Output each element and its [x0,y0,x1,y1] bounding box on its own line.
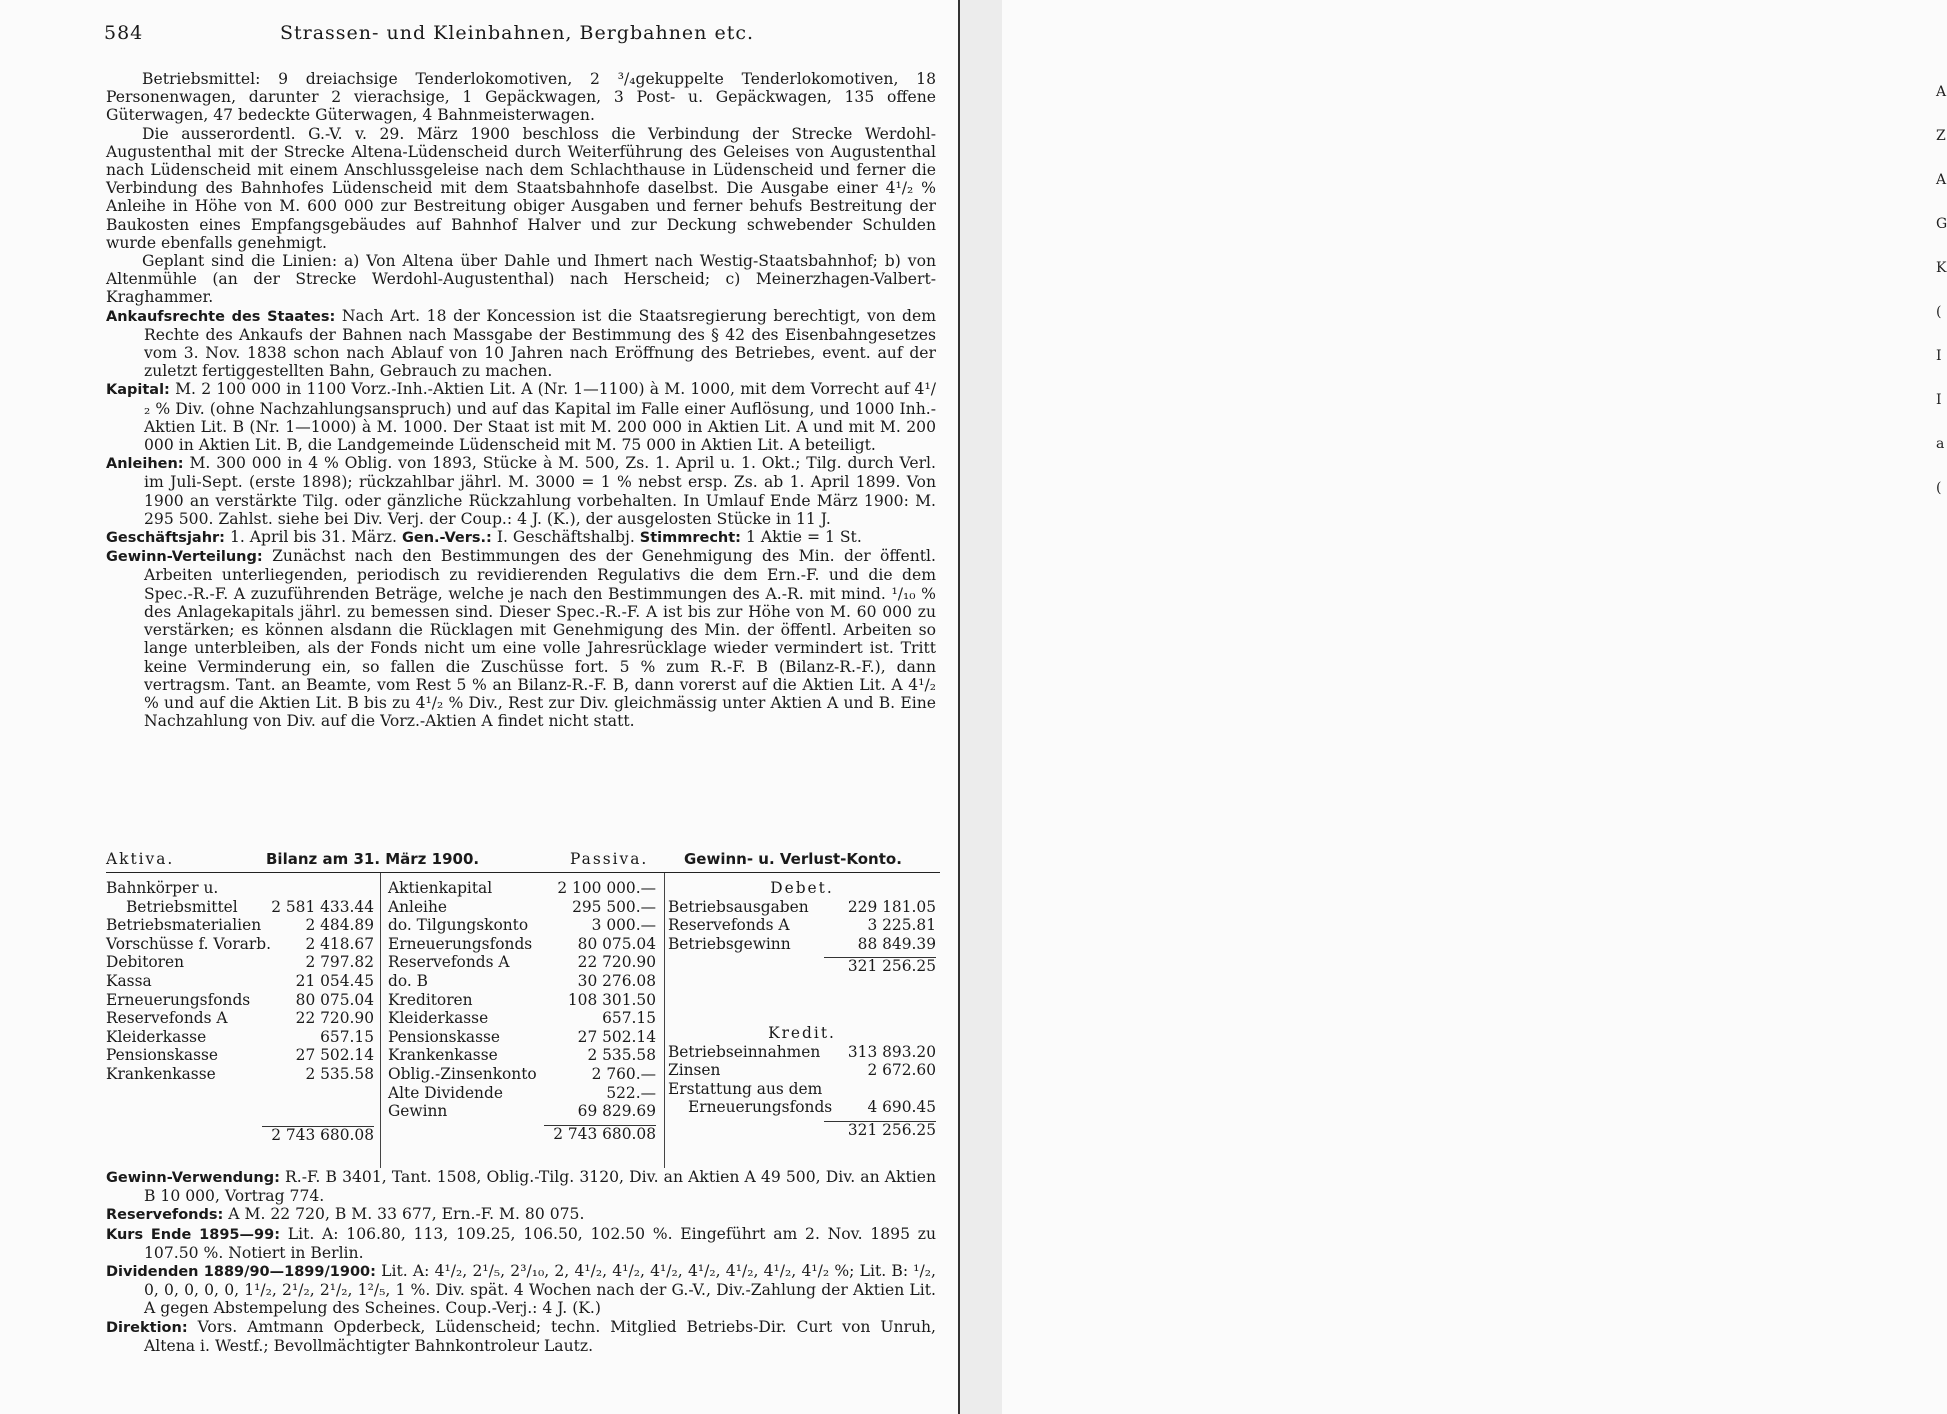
passiva-row-label: do. Tilgungskonto [388,916,529,935]
aktiva-row-label: Krankenkasse [106,1064,216,1083]
margin-fragment: K [1936,260,1947,276]
kredit-row [668,1043,936,1062]
margin-fragment: I [1936,392,1942,408]
passiva-row [388,1084,656,1103]
section-geschaeftsjahr [106,528,936,547]
margin-fragment: G [1936,216,1947,232]
kredit-row-label: Erneuerungsfonds [688,1098,833,1117]
label-kurs: Kurs Ende 1895—99: [106,1226,281,1243]
aktiva-row-label: Debitoren [106,953,185,972]
passiva-total [388,1125,656,1144]
text-gewinn-verwendung: R.-F. B 3401, Tant. 1508, Oblig.-Tilg. 3120, Div. an Aktien A 49 500, Div. an Aktien B 10 000, Vortrag 774. [144,1168,936,1206]
text-geschaeftsjahr: 1. April bis 31. März. [229,528,397,547]
passiva-row-value: 108 301.50 [567,990,656,1009]
aktiva-row-value: 21 054.45 [295,971,374,990]
main-text [106,70,936,730]
passiva-row [388,991,656,1010]
aktiva-row-value: 657.15 [320,1027,374,1046]
text-gewinn-verteilung: Zunächst nach den Bestimmungen des der Genehmigung des Min. der öffentl. Arbeiten unterliegenden, periodisch zu revidierenden Regulativs die dem Ern.-F. und die dem Spec.-R.-F. A zuzuführenden Beträge, welche je nach den Bestimmungen des A.-R. mit mind. ¹/₁₀ % des Anlagekapitals jährl. zu bemessen sind. Dieser Spec.-R.-F. A ist bis zur Höhe von M. 60 000 zu verstärken; es können alsdann die Rücklagen mit Genehmigung des Min. der öffentl. Arbeiten so lange unterbleiben, als der Fonds nicht um eine volle Jahresrücklage wieder vermindert ist. Tritt keine Verminderung ein, so fallen die Zuschüsse fort. 5 % zum R.-F. B (Bilanz-R.-F.), dann vertragsm. Tant. an Beamte, vom Rest 5 % an Bilanz-R.-F. B, dann vorerst auf die Aktien Lit. A 4¹/₂ % und auf die Aktien Lit. B bis zu 4¹/₂ % Div., Rest zur Div. gleichmässig unter Aktien A und B. Eine Nachzahlung von Div. auf die Vorz.-Aktien A findet nicht statt. [144,547,936,731]
passiva-label: Passiva. [570,850,649,868]
aktiva-row-value: 2 581 433.44 [271,897,374,916]
debet-row-value: 3 225.81 [867,916,936,935]
label-geschaeftsjahr: Geschäftsjahr: [106,530,225,547]
aktiva-row [106,1065,374,1084]
margin-fragment: ( [1936,480,1942,496]
text-kapital: M. 2 100 000 in 1100 Vorz.-Inh.-Aktien Lit. A (Nr. 1—1100) à M. 1000, mit dem Vorrecht auf 4¹/₂ % Div. (ohne Nachzahlungsanspruch) und auf das Kapital im Falle einer Auflösung, und 1000 Inh.-Aktien Lit. B (Nr. 1—1000) à M. 1000. Der Staat ist mit M. 200 000 in Aktien Lit. A und mit M. 200 000 in Aktien Lit. B, die Landgemeinde Lüdenscheid mit M. 75 000 in Aktien Lit. A beteiligt. [144,380,936,455]
label-stimmrecht: Stimmrecht: [639,530,741,547]
passiva-column [388,879,656,1143]
debet-label: Debet. [770,879,834,897]
kredit-row-label: Zinsen [668,1061,721,1080]
passiva-row [388,972,656,991]
aktiva-row-value: 27 502.14 [295,1046,374,1065]
kredit-row-label: Betriebseinnahmen [668,1042,821,1061]
section-anleihen [106,454,936,528]
section-gewinn-verteilung [106,547,936,730]
page-header [104,22,930,52]
debet-row [668,898,936,917]
aktiva-row [106,935,374,954]
passiva-row-value: 69 829.69 [577,1102,656,1121]
aktiva-row-label: Vorschüsse f. Vorarb. [106,934,271,953]
label-gewinn-verwendung: Gewinn-Verwendung: [106,1170,280,1186]
aktiva-row-value: 22 720.90 [295,1009,374,1028]
aktiva-row [106,972,374,991]
aktiva-row-label: Bahnkörper u. [106,879,219,897]
debet-row [668,935,936,954]
passiva-row-label: Reservefonds A [388,953,510,972]
label-gewinn-verteilung: Gewinn-Verteilung: [106,549,263,566]
section-dividenden [106,1262,936,1318]
aktiva-column [106,879,374,1144]
column-divider [664,873,665,1168]
section-kurs [106,1225,936,1262]
passiva-row-label: Kleiderkasse [388,1009,489,1028]
passiva-row [388,953,656,972]
section-direktion [106,1318,936,1355]
passiva-row-value: 27 502.14 [577,1027,656,1046]
passiva-row [388,935,656,954]
bilanz-title: Bilanz am 31. März 1900. [266,850,480,868]
debet-row [668,916,936,935]
aktiva-row-label: Betriebsmaterialien [106,916,262,935]
passiva-row [388,879,656,898]
kredit-row-value: 2 672.60 [867,1061,936,1080]
label-dividenden: Dividenden 1889/90—1899/1900: [106,1264,376,1281]
margin-fragment: Z [1936,128,1946,144]
kredit-row-value: 313 893.20 [847,1042,936,1061]
passiva-row-label: Kreditoren [388,990,473,1009]
section-kapital [106,380,936,454]
aktiva-total-value: 2 743 680.08 [271,1125,374,1144]
paragraph-betriebsmittel: Betriebsmittel: 9 dreiachsige Tenderlokomotiven, 2 ³/₄gekuppelte Tenderlokomotiven, 18 Personenwagen, darunter 2 vierachsige, 1 Gepäckwagen, 3 Post- u. Gepäckwagen, 135 offene Güterwagen, 47 bedeckte Güterwagen, 4 Bahnmeisterwagen. [106,70,936,125]
kredit-row-value: 4 690.45 [867,1098,936,1117]
aktiva-row-value: 2 797.82 [305,953,374,972]
aktiva-row [106,953,374,972]
margin-fragment: I [1936,348,1942,364]
label-direktion: Direktion: [106,1319,188,1336]
debet-row-value: 229 181.05 [847,897,936,916]
debet-row-label: Reservefonds A [668,916,790,935]
aktiva-row-value: 80 075.04 [295,990,374,1009]
passiva-row-value: 22 720.90 [577,953,656,972]
passiva-row-value: 657.15 [602,1009,656,1028]
aktiva-row [106,1046,374,1065]
debet-row-value: 88 849.39 [857,934,936,953]
label-anleihen: Anleihen: [106,456,184,473]
passiva-row-label: Oblig.-Zinsenkonto [388,1064,537,1083]
balance-sheet [106,850,940,1168]
section-reservefonds [106,1205,936,1224]
label-ankaufsrechte: Ankaufsrechte des Staates: [106,308,336,325]
passiva-row-value: 295 500.— [572,897,656,916]
passiva-row [388,1065,656,1084]
passiva-row-label: Anleihe [388,897,447,916]
kredit-total [668,1121,936,1140]
label-kapital: Kapital: [106,382,170,399]
aktiva-row-label: Reservefonds A [106,1009,228,1028]
text-gen-vers: I. Geschäftshalbj. [496,528,635,547]
aktiva-row-value: 2 418.67 [305,934,374,953]
text-reservefonds: A M. 22 720, B M. 33 677, Ern.-F. M. 80 075. [228,1205,585,1224]
aktiva-row [106,879,374,898]
debet-total [668,957,936,976]
passiva-total-value: 2 743 680.08 [553,1124,656,1143]
passiva-row-label: Aktienkapital [388,879,493,897]
running-title: Strassen- und Kleinbahnen, Bergbahnen etc. [279,22,755,44]
gv-konto-title: Gewinn- u. Verlust-Konto. [684,850,902,868]
aktiva-row [106,916,374,935]
label-reservefonds: Reservefonds: [106,1207,224,1224]
kredit-row [668,1080,936,1099]
passiva-row [388,1102,656,1121]
paragraph-gv-decision: Die ausserordentl. G.-V. v. 29. März 1900 beschloss die Verbindung der Strecke Werdohl-Augustenthal mit der Strecke Altena-Lüdenscheid durch Weiterführung des Geleises von Augustenthal nach Lüdenscheid mit einem Anschlussgeleise nach dem Schlachthause in Lüdenscheid und ferner die Verbindung des Bahnhofes Lüdenscheid mit dem Staatsbahnhofe daselbst. Die Ausgabe einer 4¹/₂ % Anleihe in Höhe von M. 600 000 zur Bestreitung obiger Ausgaben und ferner behufs Bestreitung der Baukosten eines Empfangsgebäudes auf Bahnhof Halver und zur Deckung schwebender Schulden wurde ebenfalls genehmigt. [106,124,936,252]
passiva-row-label: Pensionskasse [388,1027,500,1046]
passiva-row-value: 30 276.08 [577,971,656,990]
passiva-row-value: 2 760.— [591,1064,656,1083]
passiva-row-label: Gewinn [388,1102,448,1121]
adjacent-page-edge [958,0,1947,1414]
margin-fragment: A [1936,84,1947,100]
balance-sheet-body [106,873,940,1168]
aktiva-row [106,1009,374,1028]
aktiva-row-label: Pensionskasse [106,1046,218,1065]
passiva-row [388,1028,656,1047]
kredit-label: Kredit. [768,1023,836,1042]
passiva-row [388,1046,656,1065]
section-ankaufsrechte [106,307,936,381]
aktiva-total [106,1126,374,1145]
passiva-row-label: Alte Dividende [388,1083,503,1102]
text-stimmrecht: 1 Aktie = 1 St. [745,528,862,547]
trailing-text [106,1168,936,1355]
aktiva-row-label: Betriebsmittel [126,897,238,916]
text-kurs: Lit. A: 106.80, 113, 109.25, 106.50, 102.50 %. Eingeführt am 2. Nov. 1895 zu 107.50 %. Notiert in Berlin. [144,1224,936,1262]
section-gewinn-verwendung [106,1168,936,1205]
aktiva-row [106,898,374,917]
passiva-row-label: Erneuerungsfonds [388,934,533,953]
aktiva-row-label: Erneuerungsfonds [106,990,251,1009]
debet-row-label: Betriebsgewinn [668,934,791,953]
aktiva-row-label: Kleiderkasse [106,1027,207,1046]
passiva-row-label: do. B [388,971,428,990]
passiva-row-value: 80 075.04 [577,934,656,953]
kredit-row [668,1061,936,1080]
passiva-row-value: 522.— [606,1083,656,1102]
passiva-row-label: Krankenkasse [388,1046,498,1065]
margin-fragments [1936,70,1947,510]
kredit-row [668,1098,936,1117]
page-number: 584 [104,22,144,44]
text-direktion: Vors. Amtmann Opderbeck, Lüdenscheid; techn. Mitglied Betriebs-Dir. Curt von Unruh, Altena i. Westf.; Bevollmächtigter Bahnkontroleur Lautz. [144,1317,936,1355]
margin-fragment: ( [1936,304,1942,320]
passiva-row [388,1009,656,1028]
margin-fragment: a [1936,436,1945,452]
balance-sheet-header [106,850,940,873]
aktiva-row-value: 2 535.58 [305,1064,374,1083]
debet-total-value: 321 256.25 [847,957,936,976]
paragraph-geplant: Geplant sind die Linien: a) Von Altena über Dahle und Ihmert nach Westig-Staatsbahnhof; b) von Altenmühle (an der Strecke Werdohl-Augustenthal) nach Herscheid; c) Meinerzhagen-Valbert-Kraghammer. [106,252,936,307]
aktiva-row-value: 2 484.89 [305,916,374,935]
text-dividenden: Lit. A: 4¹/₂, 2¹/₅, 2³/₁₀, 2, 4¹/₂, 4¹/₂, 4¹/₂, 4¹/₂, 4¹/₂, 4¹/₂, 4¹/₂ %; Lit. B: ¹/₂, 0, 0, 0, 0, 0, 1¹/₂, 2¹/₂, 2¹/₂, 1²/₅, 1 %. Div. spät. 4 Wochen nach der G.-V., Div.-Zahlung der Aktien Lit. A gegen Abstempelung des Scheines. Coup.-Verj.: 4 J. (K.) [144,1262,936,1318]
passiva-row-value: 2 100 000.— [557,879,656,897]
passiva-row-value: 2 535.58 [587,1046,656,1065]
kredit-row-label: Erstattung aus dem [668,1079,823,1098]
aktiva-row-label: Kassa [106,971,152,990]
kredit-total-value: 321 256.25 [847,1120,936,1139]
passiva-row-value: 3 000.— [591,916,656,935]
label-gen-vers: Gen.-Vers.: [401,530,492,547]
aktiva-label: Aktiva. [106,850,175,868]
text-ankaufsrechte: Nach Art. 18 der Koncession ist die Staatsregierung berechtigt, von dem Rechte des Ankaufs der Bahnen nach Massgabe der Bestimmung des § 42 des Eisenbahngesetzes vom 3. Nov. 1838 schon nach Ablauf von 10 Jahren nach Eröffnung des Betriebes, event. auf der zuletzt fertiggestellten Bahn, Gebrauch zu machen. [144,306,936,381]
margin-fragment: A [1936,172,1947,188]
passiva-row [388,916,656,935]
aktiva-row [106,1028,374,1047]
aktiva-row [106,991,374,1010]
text-anleihen: M. 300 000 in 4 % Oblig. von 1893, Stücke à M. 500, Zs. 1. April u. 1. Okt.; Tilg. durch Verl. im Juli-Sept. (erste 1898); rückzahlbar jährl. M. 3000 = 1 % nebst ersp. Zs. ab 1. April 1899. Von 1900 an verstärkte Tilg. oder gänzliche Rückzahlung vorbehalten. In Umlauf Ende März 1900: M. 295 500. Zahlst. siehe bei Div. Verj. der Coup.: 4 J. (K.), der ausgelosten Stücke in 11 J. [144,454,936,528]
passiva-row [388,898,656,917]
column-divider [380,873,381,1168]
debet-row-label: Betriebsausgaben [668,897,809,916]
gv-column [668,879,936,1140]
